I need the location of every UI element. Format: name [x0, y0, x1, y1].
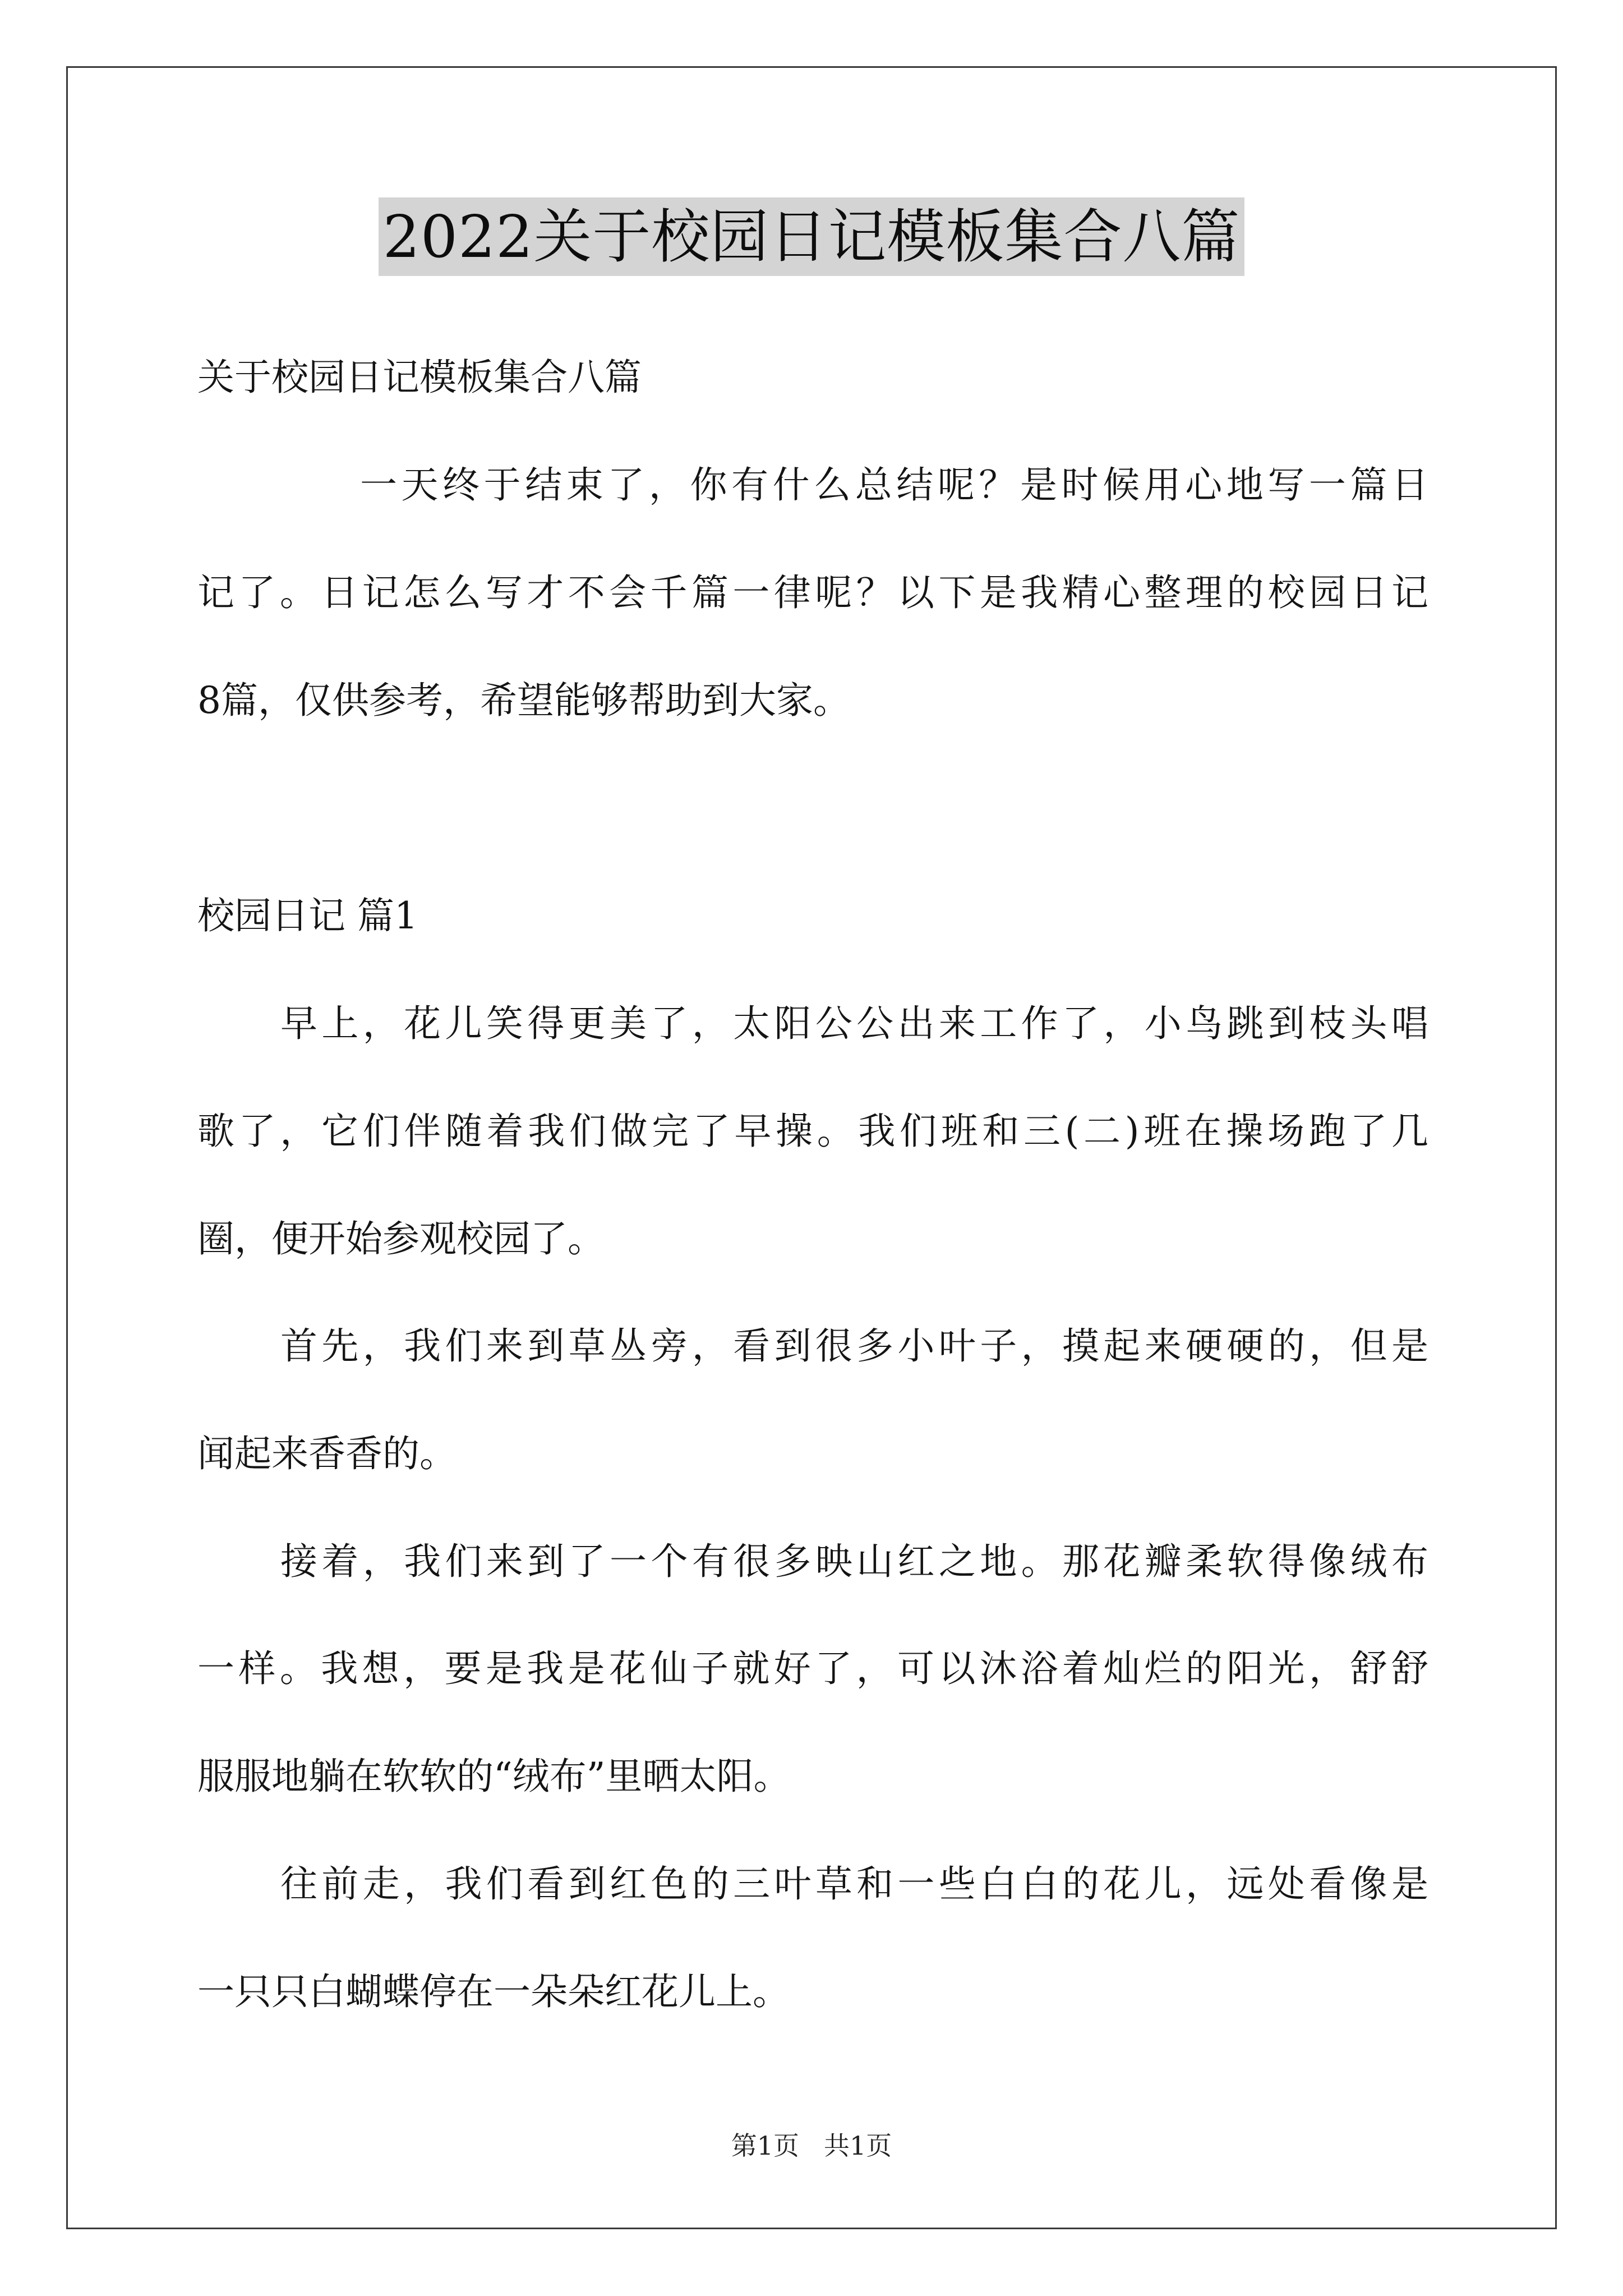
document-subtitle: 关于校园日记模板集合八篇	[197, 356, 642, 399]
intro-line-3: 8篇，仅供参考，希望能够帮助到大家。	[197, 679, 850, 722]
body-line-4: 首先，我们来到草丛旁，看到很多小叶子，摸起来硬硬的，但是	[280, 1324, 1428, 1368]
body-line-5: 闻起来香香的。	[197, 1432, 457, 1475]
body-line-6: 接着，我们来到了一个有很多映山红之地。那花瓣柔软得像绒布	[280, 1540, 1428, 1583]
body-line-7: 一样。我想，要是我是花仙子就好了，可以沐浴着灿烂的阳光，舒舒	[197, 1647, 1428, 1690]
intro-line-2: 记了。日记怎么写才不会千篇一律呢？以下是我精心整理的校园日记	[197, 571, 1428, 614]
page-footer	[0, 2129, 1623, 2162]
body-line-3: 圈，便开始参观校园了。	[197, 1217, 605, 1260]
body-line-1: 早上，花儿笑得更美了，太阳公公出来工作了，小鸟跳到枝头唱	[280, 1002, 1428, 1045]
document-title: 2022关于校园日记模板集合八篇	[379, 197, 1245, 276]
title-container	[0, 197, 1623, 276]
body-line-10: 一只只白蝴蝶停在一朵朵红花儿上。	[197, 1970, 790, 2013]
intro-line-1: 一天终于结束了，你有什么总结呢？是时候用心地写一篇日	[360, 463, 1428, 507]
body-line-9: 往前走，我们看到红色的三叶草和一些白白的花儿，远处看像是	[280, 1862, 1428, 1906]
page-number: 第1页	[731, 2131, 799, 2161]
section-heading: 校园日记 篇1	[197, 894, 418, 937]
body-line-2: 歌了，它们伴随着我们做完了早操。我们班和三(二)班在操场跑了几	[197, 1110, 1428, 1153]
body-line-8: 服服地躺在软软的“绒布”里晒太阳。	[197, 1755, 791, 1798]
page-total: 共1页	[824, 2131, 892, 2161]
